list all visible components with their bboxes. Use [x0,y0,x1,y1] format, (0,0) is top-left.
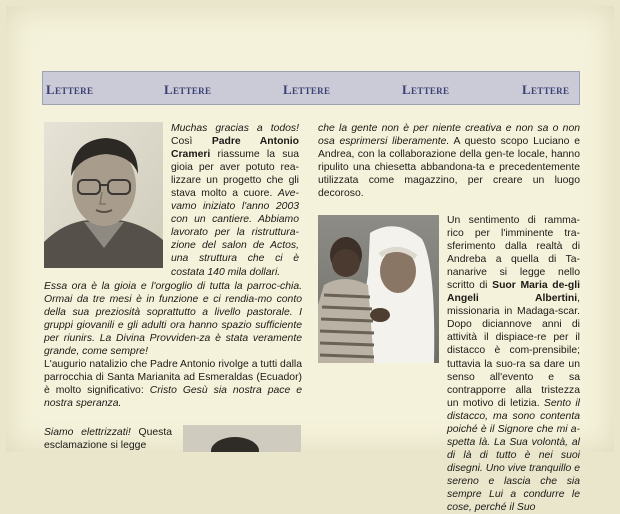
banner-label: Lettere [46,82,94,97]
next-paragraph-text: Questa esclamazione si legge [44,427,172,452]
banner-label: Lettere [522,82,570,97]
article-next-paragraph [44,426,172,452]
intro-exclamation: Muchas gracias a todos! [171,123,299,134]
next-exclamation: Siamo elettrizzati! [44,427,131,438]
banner-label: Lettere [164,82,212,97]
quote-continued: Essa ora è la gioia e l'orgoglio di tutta la parroc-chia. Ormai da tre mesi è in funzione e ci rendia-mo conto della sua preziosità soprattutto a livello pastorale. I gruppi giovanili e gli adulti ora hanno spazio sufficiente per riunirs. La Divina Provviden-za è stata veramente grande, come sempre! [44,281,302,358]
regret-text: Un sentimento di ramma-rico per l'imminente tra-sferimento dalla realtà di Andreba a quella di Ta-nanarive si legge nello scritto di [447,215,580,292]
article-body-right-top [318,122,580,200]
portrait-photo-padre-antonio [44,122,163,268]
madagascar-text: , missionaria in Madaga-scar. Dopo diciannove anni di attività il dispiace-re per il distacco è com-prensibile; tuttavia la suo-ra sa dare un senso all'evento e sa contrapporre alla tristezza un motivo di letizia. [447,293,580,409]
banner-label: Lettere [402,82,450,97]
article-body-left [44,280,302,410]
article-body-right-middle [447,214,580,514]
person-name-padre-antonio: Padre Antonio Crameri [171,136,300,161]
photo-partial-bottom [183,425,301,452]
body-text-right: A questo scopo Luciano e Andrea, con la collaborazione della gen-te locale, hanno ripulito una chiesetta abbandona-ta e precedentemente utilizzata come magazzino, per creare un luogo decoroso. [318,136,580,200]
photo-nun-with-child [318,215,439,363]
christmas-wish-quote: Cristo Gesù sia nostra pace e nostra speranza. [44,385,303,410]
intro-lead: Così [171,136,193,148]
person-name-suor-maria: Suor Maria de-gli Angeli Albertini [447,280,580,305]
quote-suor-maria: Sento il distacco, ma sono contenta poiché è il Signore che mi a-spetta là. La Sua volontà, al di là di tutto è nei suoi disegni. Uno vive tranquillo e sereno e lascia che sia sempre Lui a condurre le cose, perché il Suo [447,397,580,514]
christmas-wish-text: L'augurio natalizio che Padre Antonio rivolge a tutti dalla parrocchia di Santa Marianita ad Esmeraldas (Ecuador) è molto significativo: [44,359,302,397]
quote-text: Ave-vamo iniziato l'anno 2003 con un cantiere. Abbiamo lavorato per la ristruttura-zione del salon de Actos, una struttura che ci è costata 140 mila dollari. [171,188,300,278]
banner-label: Lettere [283,82,331,97]
section-banner [42,71,580,105]
article-intro [171,122,299,279]
quote-text-right: che la gente non è per niente creativa e non sa o non osa esprimersi liberamente. [318,123,580,148]
intro-text: riassume la sua gioia per aver potuto rea-lizzare un progetto che gli stava molto a cuore. [171,149,300,200]
